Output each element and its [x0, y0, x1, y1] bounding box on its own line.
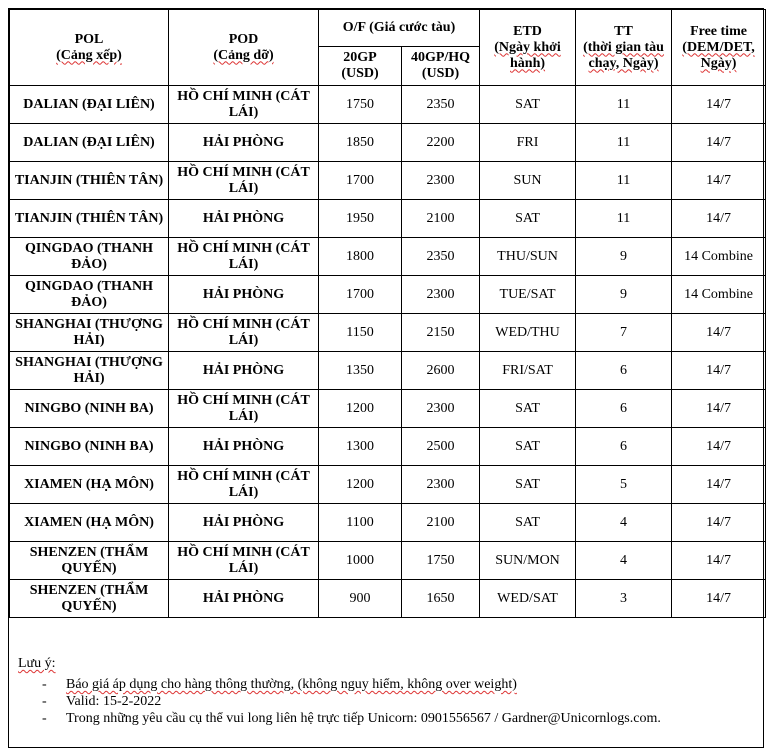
pol-cell: XIAMEN (HẠ MÔN)	[10, 504, 169, 542]
rate-rows	[10, 86, 766, 618]
pod-cell: HẢI PHÒNG	[169, 124, 319, 162]
note-text: Báo giá áp dụng cho hàng thông thường, (không nguy hiểm, không over weight)	[66, 677, 517, 692]
header-pol-sub: (Cảng xếp)	[56, 47, 122, 63]
notes-section	[18, 655, 758, 727]
pol-cell: DALIAN (ĐẠI LIÊN)	[10, 124, 169, 162]
rate-40gp-cell: 2300	[402, 466, 480, 504]
pol-cell: QINGDAO (THANH ĐẢO)	[10, 276, 169, 314]
header-free-time	[672, 10, 766, 86]
rate-20gp-cell: 1200	[319, 466, 402, 504]
free-time-cell: 14/7	[672, 352, 766, 390]
transit-time-cell: 11	[576, 124, 672, 162]
free-time-cell: 14/7	[672, 162, 766, 200]
pol-cell: TIANJIN (THIÊN TÂN)	[10, 200, 169, 238]
rate-20gp-cell: 1150	[319, 314, 402, 352]
notes-title: Lưu ý:	[18, 656, 56, 671]
header-tt-sub: (thời gian tàu chạy, Ngày)	[583, 39, 664, 71]
pod-cell: HẢI PHÒNG	[169, 428, 319, 466]
free-time-cell: 14/7	[672, 428, 766, 466]
free-time-cell: 14/7	[672, 86, 766, 124]
header-etd	[480, 10, 576, 86]
header-40gp-sub: (USD)	[421, 66, 460, 81]
table-row	[10, 466, 766, 504]
pod-cell: HẢI PHÒNG	[169, 504, 319, 542]
rate-40gp-cell: 2150	[402, 314, 480, 352]
pol-cell: DALIAN (ĐẠI LIÊN)	[10, 86, 169, 124]
transit-time-cell: 3	[576, 580, 672, 618]
pod-cell: HỒ CHÍ MINH (CÁT LÁI)	[169, 466, 319, 504]
header-pod	[169, 10, 319, 86]
pod-cell: HẢI PHÒNG	[169, 200, 319, 238]
transit-time-cell: 5	[576, 466, 672, 504]
rate-40gp-cell: 2100	[402, 504, 480, 542]
rate-40gp-cell: 2200	[402, 124, 480, 162]
transit-time-cell: 11	[576, 162, 672, 200]
etd-cell: SUN/MON	[480, 542, 576, 580]
rate-40gp-cell: 2300	[402, 162, 480, 200]
rate-20gp-cell: 1850	[319, 124, 402, 162]
etd-cell: SUN	[480, 162, 576, 200]
transit-time-cell: 11	[576, 200, 672, 238]
header-of	[319, 10, 480, 47]
rate-40gp-cell: 2350	[402, 86, 480, 124]
transit-time-cell: 11	[576, 86, 672, 124]
etd-cell: WED/THU	[480, 314, 576, 352]
etd-cell: FRI/SAT	[480, 352, 576, 390]
pol-cell: NINGBO (NINH BA)	[10, 428, 169, 466]
header-pol	[10, 10, 169, 86]
rate-40gp-cell: 2300	[402, 390, 480, 428]
etd-cell: SAT	[480, 504, 576, 542]
rate-20gp-cell: 1000	[319, 542, 402, 580]
transit-time-cell: 9	[576, 276, 672, 314]
transit-time-cell: 4	[576, 504, 672, 542]
etd-cell: SAT	[480, 428, 576, 466]
header-of-title: O/F (Giá cước tàu)	[342, 20, 456, 35]
note-text: Valid: 15-2-2022	[66, 694, 162, 709]
table-row	[10, 162, 766, 200]
rate-40gp-cell: 2600	[402, 352, 480, 390]
header-tt	[576, 10, 672, 86]
rate-40gp-cell: 1750	[402, 542, 480, 580]
header-pod-sub: (Cảng dỡ)	[213, 47, 274, 63]
etd-cell: TUE/SAT	[480, 276, 576, 314]
rate-20gp-cell: 1950	[319, 200, 402, 238]
etd-cell: FRI	[480, 124, 576, 162]
header-free-title: Free time	[690, 23, 747, 39]
free-time-cell: 14/7	[672, 124, 766, 162]
note-item: - Báo giá áp dụng cho hàng thông thường, (không nguy hiểm, không over weight)	[42, 677, 517, 692]
transit-time-cell: 7	[576, 314, 672, 352]
etd-cell: SAT	[480, 86, 576, 124]
pol-cell: NINGBO (NINH BA)	[10, 390, 169, 428]
rate-20gp-cell: 1800	[319, 238, 402, 276]
free-time-cell: 14 Combine	[672, 276, 766, 314]
etd-cell: SAT	[480, 466, 576, 504]
rate-40gp-cell: 2300	[402, 276, 480, 314]
pod-cell: HỒ CHÍ MINH (CÁT LÁI)	[169, 86, 319, 124]
pod-cell: HỒ CHÍ MINH (CÁT LÁI)	[169, 542, 319, 580]
header-pod-title: POD	[228, 31, 259, 47]
table-row	[10, 428, 766, 466]
table-row	[10, 352, 766, 390]
table-row	[10, 124, 766, 162]
transit-time-cell: 6	[576, 390, 672, 428]
header-20gp-sub: (USD)	[341, 66, 379, 81]
header-etd-title: ETD	[513, 23, 542, 39]
table-row	[10, 276, 766, 314]
header-40gp	[402, 47, 480, 86]
pol-cell: SHENZEN (THẨM QUYẾN)	[10, 580, 169, 618]
free-time-cell: 14/7	[672, 580, 766, 618]
free-time-cell: 14/7	[672, 200, 766, 238]
pod-cell: HỒ CHÍ MINH (CÁT LÁI)	[169, 162, 319, 200]
rate-20gp-cell: 1350	[319, 352, 402, 390]
header-20gp-title: 20GP	[343, 50, 377, 65]
free-time-cell: 14/7	[672, 314, 766, 352]
etd-cell: SAT	[480, 390, 576, 428]
table-row	[10, 86, 766, 124]
pod-cell: HẢI PHÒNG	[169, 580, 319, 618]
transit-time-cell: 4	[576, 542, 672, 580]
header-pol-title: POL	[74, 31, 104, 47]
pod-cell: HỒ CHÍ MINH (CÁT LÁI)	[169, 390, 319, 428]
rate-40gp-cell: 2350	[402, 238, 480, 276]
table-row	[10, 542, 766, 580]
etd-cell: WED/SAT	[480, 580, 576, 618]
etd-cell: THU/SUN	[480, 238, 576, 276]
table-row	[10, 390, 766, 428]
rate-20gp-cell: 900	[319, 580, 402, 618]
rate-20gp-cell: 1700	[319, 162, 402, 200]
pol-cell: TIANJIN (THIÊN TÂN)	[10, 162, 169, 200]
rate-20gp-cell: 1200	[319, 390, 402, 428]
rate-40gp-cell: 1650	[402, 580, 480, 618]
pol-cell: SHANGHAI (THƯỢNG HẢI)	[10, 352, 169, 390]
pod-cell: HẢI PHÒNG	[169, 276, 319, 314]
free-time-cell: 14/7	[672, 390, 766, 428]
rate-20gp-cell: 1700	[319, 276, 402, 314]
free-time-cell: 14 Combine	[672, 238, 766, 276]
pod-cell: HẢI PHÒNG	[169, 352, 319, 390]
pod-cell: HỒ CHÍ MINH (CÁT LÁI)	[169, 238, 319, 276]
freight-rate-table	[9, 9, 766, 618]
note-text: Trong những yêu cầu cụ thể vui long liên hệ trực tiếp Unicorn: 0901556567 / Gardner@Unicornlogs.com.	[66, 711, 661, 726]
pol-cell: XIAMEN (HẠ MÔN)	[10, 466, 169, 504]
pol-cell: SHANGHAI (THƯỢNG HẢI)	[10, 314, 169, 352]
rate-20gp-cell: 1100	[319, 504, 402, 542]
free-time-cell: 14/7	[672, 466, 766, 504]
header-tt-title: TT	[614, 23, 633, 39]
table-row	[10, 200, 766, 238]
header-free-sub: (DEM/DET, Ngày)	[682, 39, 755, 71]
table-row	[10, 314, 766, 352]
rate-20gp-cell: 1300	[319, 428, 402, 466]
transit-time-cell: 6	[576, 428, 672, 466]
table-row	[10, 580, 766, 618]
note-item: - Valid: 15-2-2022	[42, 694, 162, 709]
pod-cell: HỒ CHÍ MINH (CÁT LÁI)	[169, 314, 319, 352]
note-item: - Trong những yêu cầu cụ thể vui long liên hệ trực tiếp Unicorn: 0901556567 / Gardner@Unicornlogs.com.	[42, 711, 661, 726]
header-40gp-title: 40GP/HQ	[410, 50, 471, 65]
transit-time-cell: 6	[576, 352, 672, 390]
table-row	[10, 504, 766, 542]
table-row	[10, 238, 766, 276]
rate-40gp-cell: 2500	[402, 428, 480, 466]
free-time-cell: 14/7	[672, 504, 766, 542]
rate-20gp-cell: 1750	[319, 86, 402, 124]
transit-time-cell: 9	[576, 238, 672, 276]
pol-cell: SHENZEN (THẨM QUYẾN)	[10, 542, 169, 580]
free-time-cell: 14/7	[672, 542, 766, 580]
header-etd-sub: (Ngày khởi hành)	[494, 39, 561, 71]
notes-list	[18, 676, 758, 727]
pol-cell: QINGDAO (THANH ĐẢO)	[10, 238, 169, 276]
rate-40gp-cell: 2100	[402, 200, 480, 238]
header-20gp	[319, 47, 402, 86]
etd-cell: SAT	[480, 200, 576, 238]
